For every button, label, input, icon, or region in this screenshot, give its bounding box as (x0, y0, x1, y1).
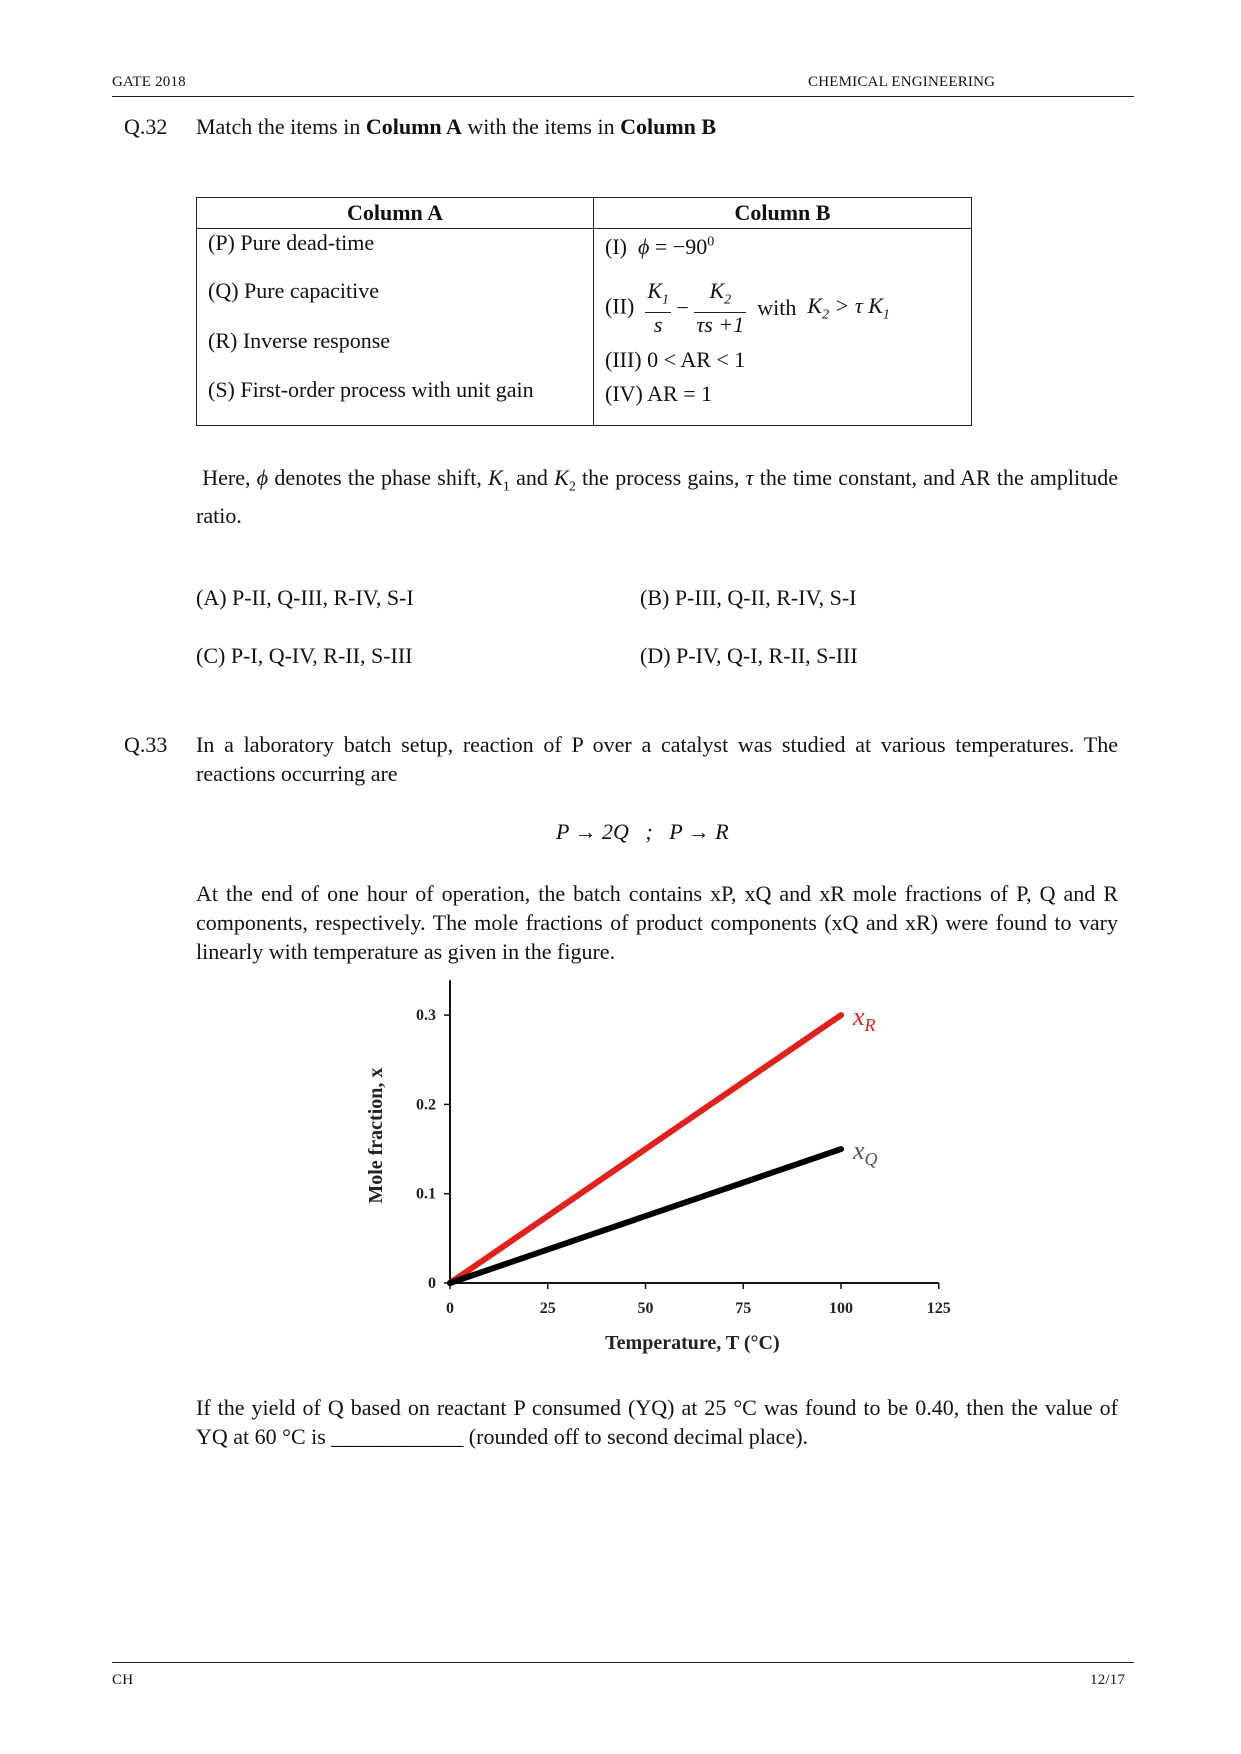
item-q: (Q) Pure capacitive (208, 278, 380, 303)
item-ii: (II) $\frac{K_1}{s}$ − $\frac{K_2}{\tau s +1}$ with $K_2 > \tau$ $K_1$ (605, 278, 890, 338)
option-c: (C) P-I, Q-IV, R-II, S-III (196, 643, 413, 668)
reaction-equation: P → 2Q ; P → R (556, 819, 729, 844)
x-tick-label: 125 (926, 1300, 951, 1317)
x-tick-label: 0 (446, 1300, 454, 1317)
y-tick-label: 0.3 (416, 1007, 436, 1025)
footer-left: CH (112, 1672, 134, 1688)
item-iv: (IV) AR = 1 (605, 381, 713, 406)
y-tick-label: 0 (428, 1275, 436, 1292)
column-a-header: Column A (197, 198, 594, 229)
q32-note: Here, ϕ denotes the phase shift, $K_1$ and $K_2$ the process gains, τ the time constant, and AR the amplitude ratio. (196, 465, 1118, 529)
q33-number: Q.33 (124, 732, 168, 757)
match-table (196, 197, 972, 426)
option-d: (D) P-IV, Q-I, R-II, S-III (640, 643, 858, 668)
x-tick-label: 75 (735, 1300, 752, 1317)
column-b-cell (594, 229, 971, 425)
x-tick-label: 50 (637, 1300, 654, 1317)
header-right: CHEMICAL ENGINEERING (808, 74, 996, 90)
item-iii: (III) 0 < AR < 1 (605, 347, 746, 372)
series-label-xr: $x_R$ (853, 1002, 876, 1036)
y-tick-label: 0.2 (416, 1096, 436, 1114)
series-label-xq: $x_Q$ (853, 1136, 878, 1170)
q33-intro: In a laboratory batch setup, reaction of P over a catalyst was studied at various temperatures. The reactions occurring are (196, 732, 1118, 786)
item-r: (R) Inverse response (208, 328, 391, 353)
series-line-xq (450, 1149, 841, 1283)
q33-question: If the yield of Q based on reactant P consumed (YQ) at 25 °C was found to be 0.40, then the value of YQ at 60 °C is ____________ (rounded off to second decimal place). (196, 1395, 1118, 1449)
fraction-k1-over-s: $\frac{K_1}{s}$ (647, 278, 669, 338)
x-tick-label: 25 (539, 1300, 556, 1317)
option-b: (B) P-III, Q-II, R-IV, S-I (640, 585, 857, 610)
x-tick-label: 100 (829, 1300, 853, 1317)
footer-rule (112, 1662, 1134, 1663)
series-line-xr (450, 1015, 841, 1283)
q32-number: Q.32 (124, 114, 168, 139)
footer-right: 12/17 (1090, 1672, 1126, 1688)
y-tick-label: 0.1 (416, 1185, 436, 1203)
fraction-k2-over-taus: $\frac{K_2}{\tau s +1}$ (696, 278, 745, 338)
mole-fraction-chart (350, 965, 970, 1375)
item-s: (S) First-order process with unit gain (208, 377, 534, 402)
header-rule (112, 96, 1134, 97)
q32-prompt: Match the items in Column A with the items in Column B (196, 114, 717, 139)
header-left: GATE 2018 (112, 74, 186, 90)
option-a: (A) P-II, Q-III, R-IV, S-I (196, 585, 414, 610)
column-b-header: Column B (594, 198, 972, 229)
q33-description: At the end of one hour of operation, the batch contains xP, xQ and xR mole fractions of P, Q and R components, respectively. The mole fractions of product components (xQ and xR) were found to vary linearly with temperature as given in the figure. (196, 881, 1118, 964)
item-i: (I) $\phi = -90^0$ (605, 234, 715, 259)
column-a-cell (197, 229, 593, 425)
item-p: (P) Pure dead-time (208, 230, 375, 255)
x-axis-label: Temperature, T (°C) (605, 1332, 780, 1354)
y-axis-label: Mole fraction, x (365, 1067, 387, 1204)
